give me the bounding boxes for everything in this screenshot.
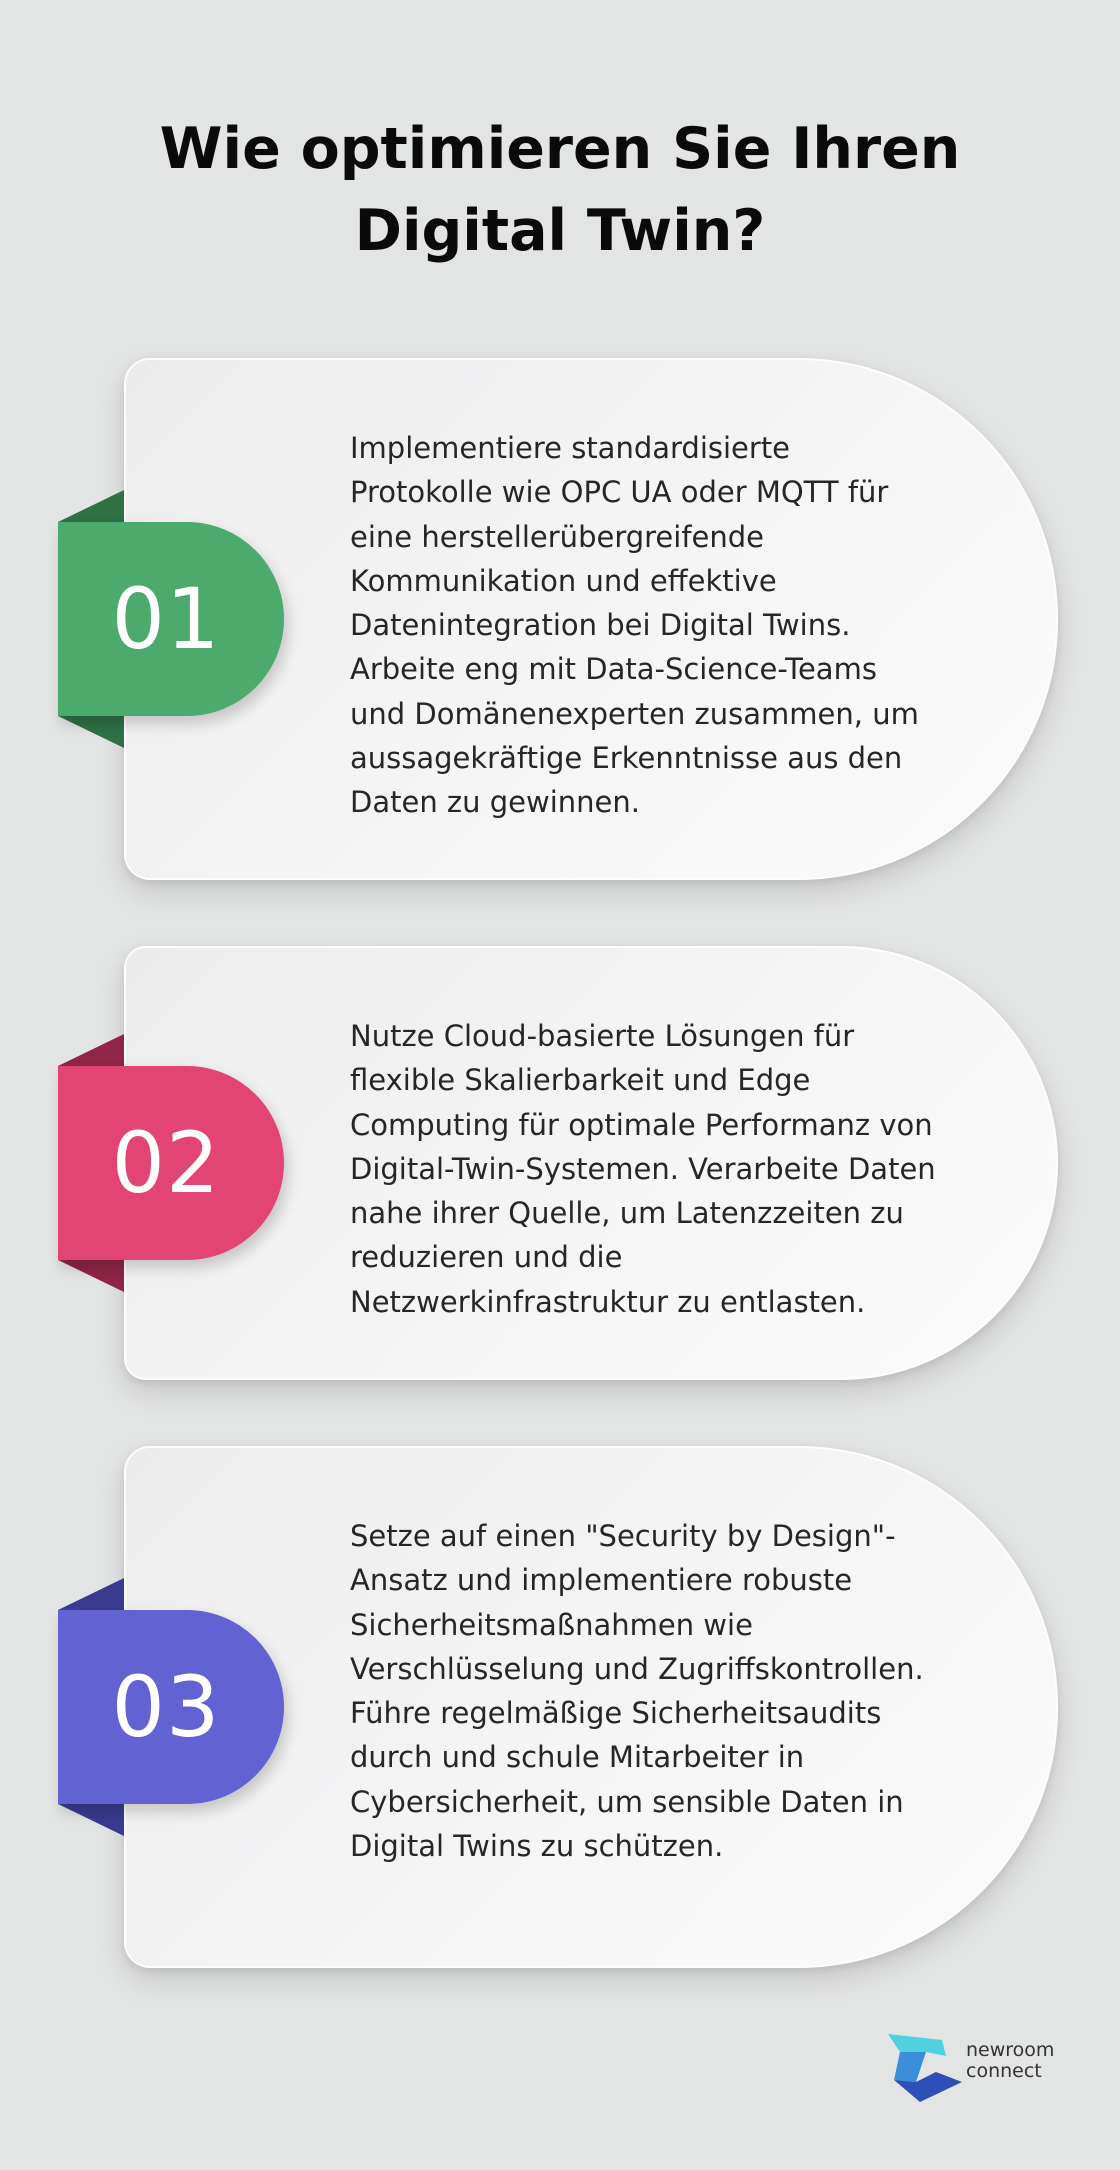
logo-line-1: newroom (966, 2039, 1055, 2061)
step-3-number: 03 (111, 1658, 221, 1756)
step-2-fold-bottom (58, 1260, 124, 1292)
logo-mark-left (894, 2052, 926, 2082)
step-1-number: 01 (111, 570, 221, 668)
step-3-text: Setze auf einen "Security by Design"-Ansatz und implementiere robuste Sicherheitsmaßnahmen wie Verschlüsselung und Zugriffskontrollen. Führe regelmäßige Sicherheitsaudits durch und schule Mitarbeiter in Cybersicherheit, um sensible Daten in Digital Twins zu schützen. (350, 1519, 924, 1864)
step-1-text: Implementiere standardisierte Protokolle wie OPC UA oder MQTT für eine herstellerübergreifende Kommunikation und effektive Datenintegration bei Digital Twins. Arbeite eng mit Data-Science-Teams und Domänenexperten zusammen, um aussagekräftige Erkenntnisse aus den Daten zu gewinnen. (350, 431, 919, 820)
step-2-text: Nutze Cloud-basierte Lösungen für flexible Skalierbarkeit und Edge Computing für optimale Performanz von Digital-Twin-Systemen. Verarbeite Daten nahe ihrer Quelle, um Latenzzeiten zu reduzieren und die Netzwerkinfrastruktur zu entlasten. (350, 1019, 936, 1319)
step-1-fold-bottom (58, 716, 124, 748)
page-title: Wie optimieren Sie Ihren Digital Twin? (159, 116, 961, 264)
step-2-number-badge (58, 1066, 284, 1260)
step-3-fold-bottom (58, 1804, 124, 1836)
logo-wordmark (966, 2040, 1054, 2082)
step-2-number: 02 (111, 1114, 221, 1212)
step-3-number-badge (58, 1610, 284, 1804)
logo-line-2: connect (966, 2060, 1042, 2082)
step-2-fold-top (58, 1034, 124, 1066)
step-1-number-badge (58, 522, 284, 716)
step-1-fold-top (58, 490, 124, 522)
step-3-fold-top (58, 1578, 124, 1610)
